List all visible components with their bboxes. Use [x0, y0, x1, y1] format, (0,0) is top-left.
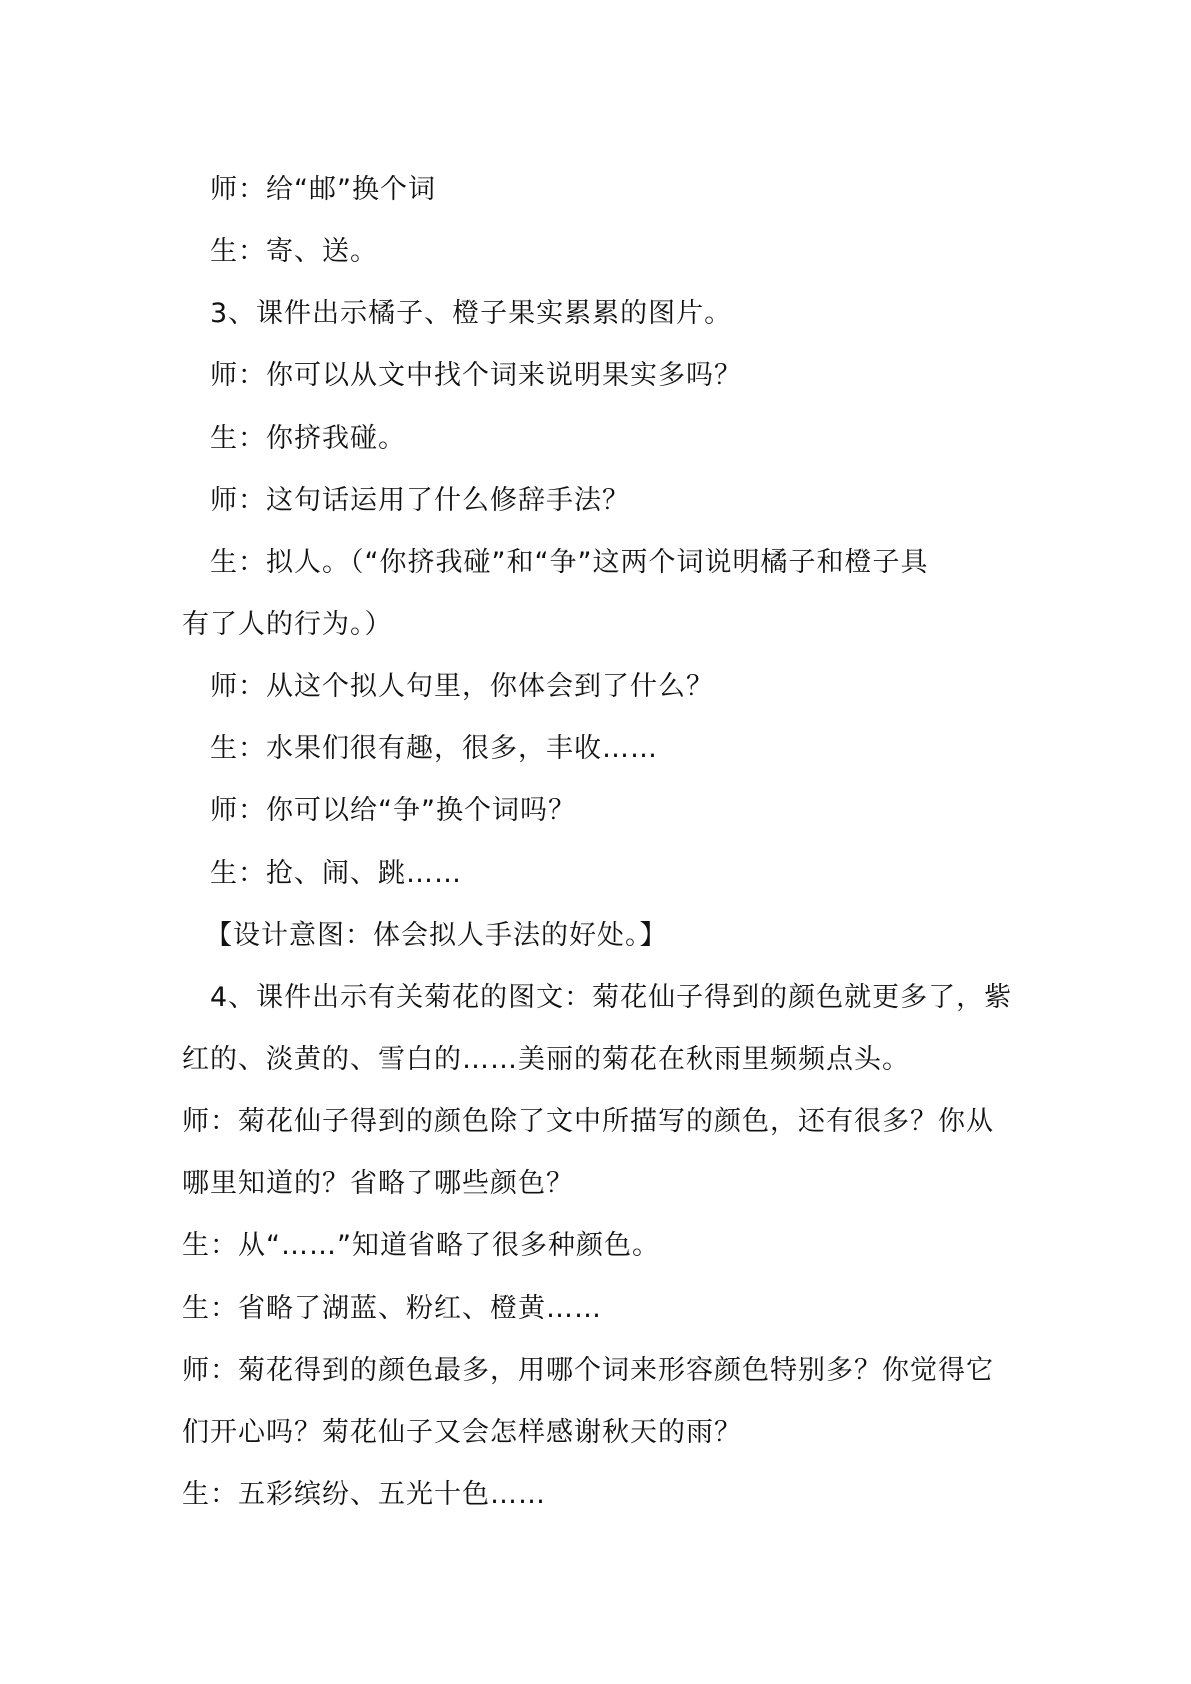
- dialogue-line: 师：你可以从文中找个词来说明果实多吗？: [210, 360, 742, 391]
- dialogue-line: 生：寄、送。: [210, 236, 378, 267]
- dialogue-line: 生：你挤我碰。: [210, 423, 406, 454]
- step-heading: 4、课件出示有关菊花的图文：菊花仙子得到的颜色就更多了，紫: [210, 982, 1013, 1013]
- dialogue-line: 师：这句话运用了什么修辞手法？: [210, 485, 630, 516]
- step-heading: 3、课件出示橘子、橙子果实累累的图片。: [210, 298, 733, 329]
- dialogue-line: 生：抢、闹、跳……: [210, 858, 462, 889]
- dialogue-line-continuation: 们开心吗？菊花仙子又会怎样感谢秋天的雨？: [182, 1417, 742, 1448]
- dialogue-line-continuation: 哪里知道的？省略了哪些颜色？: [182, 1168, 574, 1199]
- dialogue-line: 师：菊花仙子得到的颜色除了文中所描写的颜色，还有很多？你从: [182, 1106, 994, 1137]
- step-heading-continuation: 红的、淡黄的、雪白的……美丽的菊花在秋雨里频频点头。: [182, 1044, 910, 1075]
- design-intent-note: 【设计意图：体会拟人手法的好处。】: [205, 920, 668, 951]
- dialogue-line: 师：从这个拟人句里，你体会到了什么？: [210, 671, 714, 702]
- dialogue-line: 师：给“邮”换个词: [210, 174, 436, 205]
- dialogue-line: 生：拟人。（“你挤我碰”和“争”这两个词说明橘子和橙子具: [210, 547, 929, 578]
- dialogue-line: 师：你可以给“争”换个词吗？: [210, 795, 576, 826]
- dialogue-line: 生：从“……”知道省略了很多种颜色。: [182, 1230, 660, 1261]
- dialogue-line-continuation: 有了人的行为。）: [182, 609, 393, 640]
- dialogue-line: 师：菊花得到的颜色最多，用哪个词来形容颜色特别多？你觉得它: [182, 1355, 994, 1386]
- dialogue-line: 生：水果们很有趣，很多，丰收……: [210, 733, 658, 764]
- dialogue-line: 生：五彩缤纷、五光十色……: [182, 1479, 546, 1510]
- dialogue-line: 生：省略了湖蓝、粉红、橙黄……: [182, 1293, 602, 1324]
